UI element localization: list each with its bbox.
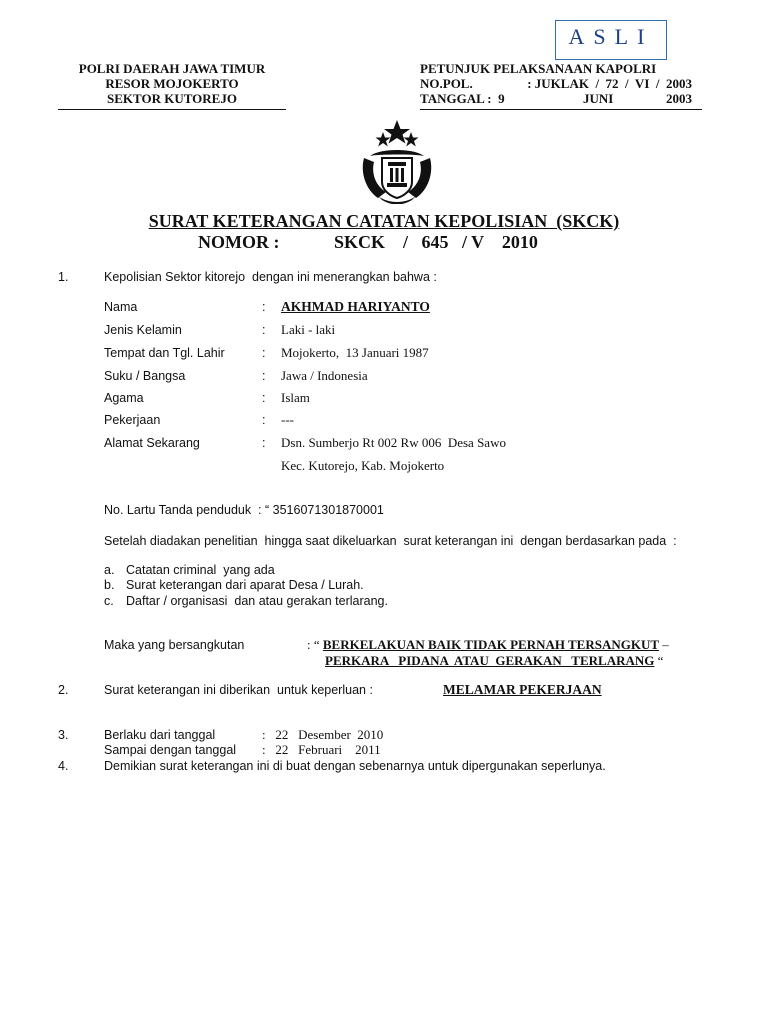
list-mark-b: b. [104, 578, 115, 592]
item2-purpose: MELAMAR PEKERJAAN [443, 682, 602, 697]
header-left-line3: SEKTOR KUTOREJO [107, 91, 237, 106]
field-label-tempat-tgl-lahir: Tempat dan Tgl. Lahir [104, 346, 225, 360]
police-emblem-icon [358, 118, 436, 204]
maka-dash: – [659, 637, 669, 652]
tanggal-row [420, 91, 692, 106]
nomor-value: SKCK / 645 / V 2010 [333, 232, 538, 252]
valid-until-label: Sampai dengan tanggal [104, 743, 237, 757]
field-label-suku-bangsa: Suku / Bangsa [104, 369, 186, 383]
nomor-line [198, 232, 538, 253]
maka-close: “ [654, 653, 664, 668]
item4-text: Demikian surat keterangan ini di buat dengan sebenarnya untuk dipergunakan seperlunya. [104, 759, 606, 773]
item1-intro: Kepolisian Sektor kitorejo dengan ini menerangkan bahwa : [104, 270, 437, 284]
nomor-label: NOMOR : [198, 232, 280, 252]
header-left [58, 61, 286, 106]
field-colon: : [262, 346, 266, 360]
field-value-alamat-line2: Kec. Kutorejo, Kab. Mojokerto [281, 458, 445, 473]
maka-line1: BERKELAKUAN BAIK TIDAK PERNAH TERSANGKUT [322, 637, 660, 652]
field-value-pekerjaan: --- [281, 412, 294, 427]
tanggal-label: TANGGAL : 9 [420, 91, 505, 106]
valid-from-value: : 22 Desember 2010 [262, 727, 384, 742]
field-label-jenis-kelamin: Jenis Kelamin [104, 323, 182, 337]
header-right-line1: PETUNJUK PELAKSANAAN KAPOLRI [420, 61, 657, 76]
field-label-pekerjaan: Pekerjaan [104, 413, 161, 427]
valid-from-label: Berlaku dari tanggal [104, 728, 216, 742]
header-left-underline [58, 109, 286, 110]
maka-label: Maka yang bersangkutan [104, 638, 245, 652]
nopol-label: NO.POL. [420, 76, 473, 91]
list-item-a: Catatan criminal yang ada [126, 563, 275, 577]
field-value-tempat-tgl-lahir: Mojokerto, 13 Januari 1987 [281, 345, 429, 360]
nopol-row [420, 76, 692, 91]
asli-stamp-text: ASLI [568, 24, 654, 49]
tanggal-month: JUNI [583, 91, 614, 106]
header-left-line1: POLRI DAERAH JAWA TIMUR [78, 61, 266, 76]
header-left-line2: RESOR MOJOKERTO [105, 76, 239, 91]
field-value-alamat: Dsn. Sumberjo Rt 002 Rw 006 Desa Sawo [281, 435, 506, 450]
maka-statement-line2 [325, 653, 663, 669]
field-colon: : [262, 369, 266, 383]
maka-prefix: : “ [307, 637, 320, 652]
field-value-nama: AKHMAD HARIYANTO [281, 299, 430, 314]
maka-statement [307, 637, 669, 653]
header-right [420, 61, 692, 106]
research-statement: Setelah diadakan penelitian hingga saat dikeluarkan surat keterangan ini dengan berdasarkan pada : [104, 534, 677, 548]
field-colon: : [262, 391, 266, 405]
field-colon: : [262, 413, 266, 427]
field-colon: : [262, 436, 266, 450]
document-title-wrap [0, 211, 768, 232]
field-value-agama: Islam [281, 390, 310, 405]
header-right-underline [420, 109, 702, 110]
list-mark-c: c. [104, 594, 114, 608]
document-title: SURAT KETERANGAN CATATAN KEPOLISIAN (SKCK) [148, 211, 620, 231]
field-label-agama: Agama [104, 391, 144, 405]
field-colon: : [262, 300, 266, 314]
item3-number: 3. [58, 728, 69, 742]
nopol-value: : JUKLAK / 72 / VI / 2003 [527, 76, 692, 91]
list-mark-a: a. [104, 563, 115, 577]
valid-until-value: : 22 Februari 2011 [262, 742, 381, 757]
list-item-c: Daftar / organisasi dan atau gerakan terlarang. [126, 594, 388, 608]
tanggal-year: 2003 [666, 91, 692, 106]
field-colon: : [262, 323, 266, 337]
field-value-suku-bangsa: Jawa / Indonesia [281, 368, 368, 383]
field-label-alamat: Alamat Sekarang [104, 436, 200, 450]
item2-text: Surat keterangan ini diberikan untuk keperluan : [104, 683, 373, 697]
field-value-jenis-kelamin: Laki - laki [281, 322, 336, 337]
item2-number: 2. [58, 683, 69, 697]
list-item-b: Surat keterangan dari aparat Desa / Lurah. [126, 578, 364, 592]
maka-line2: PERKARA PIDANA ATAU GERAKAN TERLARANG [325, 653, 655, 668]
field-label-nama: Nama [104, 300, 138, 314]
item1-number: 1. [58, 270, 69, 284]
ktp-number: No. Lartu Tanda penduduk : “ 3516071301870001 [104, 503, 384, 517]
item4-number: 4. [58, 759, 69, 773]
